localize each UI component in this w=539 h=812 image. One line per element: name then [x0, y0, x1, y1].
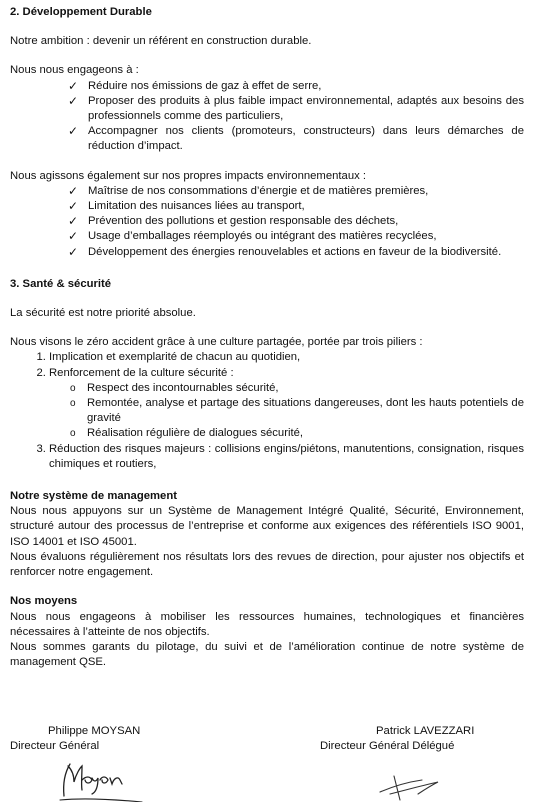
priority-text: La sécurité est notre priorité absolue. — [10, 307, 196, 320]
check-icon: ✓ — [68, 214, 79, 229]
document-page — [10, 5, 524, 670]
means-paragraph-1: Nous nous engageons à mobiliser les ressources humaines, technologiques et financières nécessaires à l’atteinte de nos objectifs. — [10, 610, 524, 638]
pillars-list — [10, 350, 524, 472]
pillars-intro: Nous visons le zéro accident grâce à une culture partagée, portée par trois piliers : — [10, 336, 423, 349]
circle-bullet-icon: o — [70, 382, 76, 394]
section-2-title: 2. Développement Durable — [10, 6, 152, 18]
actions-intro: Nous agissons également sur nos propres impacts environnementaux : — [10, 169, 367, 182]
pillar2-sublist — [49, 381, 524, 442]
commitments-list — [10, 79, 524, 155]
ambition-text: Notre ambition : devenir un référent en construction durable. — [10, 35, 312, 48]
signatory-name: Philippe MOYSAN — [48, 725, 141, 737]
list-item: o Remontée, analyse et partage des situations dangereuses, dont les hauts potentiels de gravité — [70, 397, 524, 425]
list-item: ✓ Réduire nos émissions de gaz à effet de serre, — [68, 78, 322, 93]
check-icon: ✓ — [68, 183, 79, 198]
handwritten-signature-left — [30, 756, 150, 802]
signatures — [10, 724, 530, 809]
list-item: 3. Réduction des risques majeurs : collisions engins/piétons, manutentions, consignation, risques chimiques et routiers, — [49, 442, 524, 472]
check-icon: ✓ — [68, 229, 79, 244]
list-item: 2. Renforcement de la culture sécurité : o Respect des incontournables sécurité, o Remontée, analyse et partage des situations dangereuses, dont les hauts potentiels de gravité o Réalisation régulière de dialogues sécurité, — [49, 366, 524, 442]
handwritten-signature-right — [360, 756, 470, 802]
signature-block-right — [320, 724, 474, 808]
list-item: ✓ Usage d’emballages réemployés ou intégrant des matières recyclées, — [68, 229, 437, 244]
circle-bullet-icon: o — [70, 428, 76, 440]
check-icon: ✓ — [68, 93, 79, 108]
signatory-title: Directeur Général — [10, 740, 100, 753]
management-title: Notre système de management — [10, 490, 178, 503]
check-icon: ✓ — [68, 124, 79, 139]
actions-list — [10, 184, 524, 260]
check-icon: ✓ — [68, 244, 79, 259]
list-item: ✓ Proposer des produits à plus faible impact environnemental, adaptés aux besoins des professionnels comme des particuliers, — [68, 93, 524, 123]
management-paragraph-1: Nous nous appuyons sur un Système de Management Intégré Qualité, Sécurité, Environnement, structuré autour des processus de l’entreprise et conforme aux exigences des référentiels ISO 9001, ISO 14001 et ISO 45001. — [10, 505, 524, 548]
list-item: ✓ Maîtrise de nos consommations d’énergie et de matières premières, — [68, 183, 429, 198]
list-item: ✓ Prévention des pollutions et gestion responsable des déchets, — [68, 214, 399, 229]
signature-block-left — [10, 724, 150, 808]
list-item: ✓ Limitation des nuisances liées au transport, — [68, 199, 305, 214]
circle-bullet-icon: o — [70, 398, 76, 410]
means-title: Nos moyens — [10, 595, 78, 608]
section-3-title: 3. Santé & sécurité — [10, 277, 112, 290]
signatory-title: Directeur Général Délégué — [320, 740, 455, 753]
check-icon: ✓ — [68, 78, 79, 93]
commitments-intro: Nous nous engageons à : — [10, 64, 139, 77]
check-icon: ✓ — [68, 199, 79, 214]
list-item: o Réalisation régulière de dialogues sécurité, — [87, 426, 524, 441]
list-item: o Respect des incontournables sécurité, — [87, 381, 524, 396]
list-item: 1. Implication et exemplarité de chacun au quotidien, — [49, 350, 524, 365]
list-item: ✓ Développement des énergies renouvelables et actions en faveur de la biodiversité. — [68, 244, 502, 259]
management-paragraph-2: Nous évaluons régulièrement nos résultats lors des revues de direction, pour ajuster nos objectifs et renforcer notre engagement. — [10, 550, 524, 579]
signatory-name: Patrick LAVEZZARI — [376, 725, 475, 737]
means-paragraph-2: Nous sommes garants du pilotage, du suivi et de l’amélioration continue de notre système de management QSE. — [10, 640, 524, 669]
list-item: ✓ Accompagner nos clients (promoteurs, constructeurs) dans leurs démarches de réduction d’impact. — [68, 124, 524, 153]
